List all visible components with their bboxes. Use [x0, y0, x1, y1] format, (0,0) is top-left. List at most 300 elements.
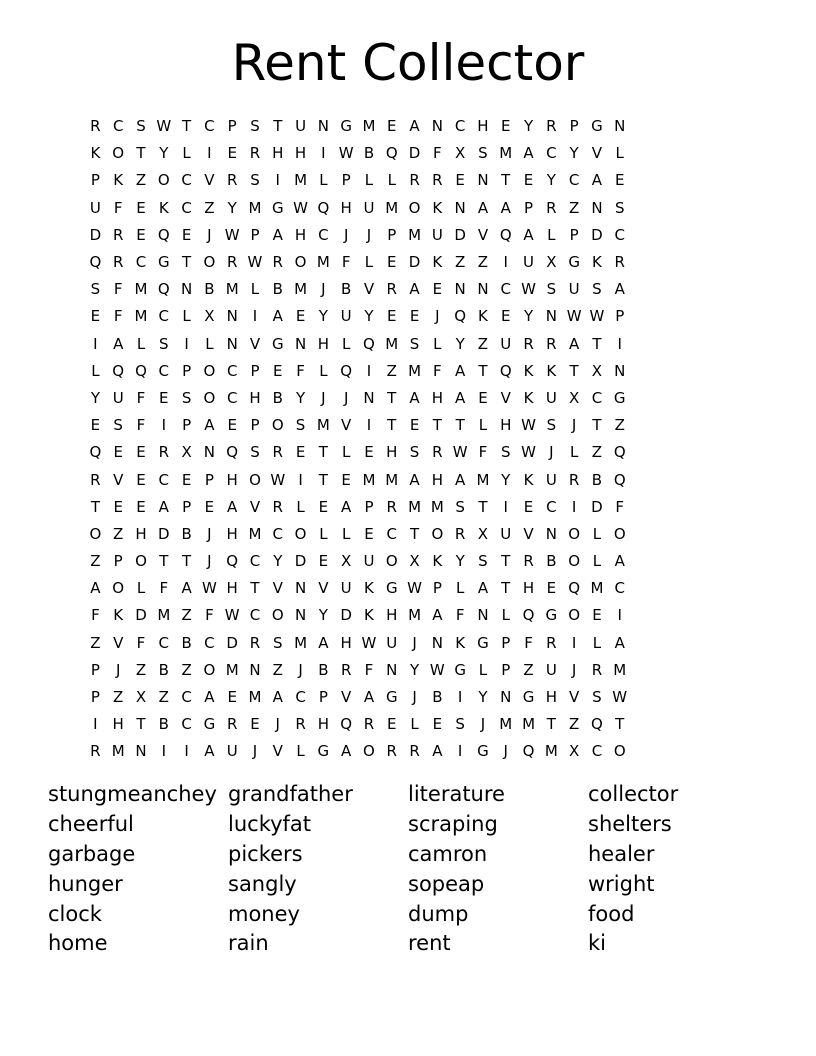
grid-letter: S: [295, 416, 306, 435]
grid-letter: R: [226, 171, 238, 190]
grid-letter: M: [248, 198, 262, 217]
grid-letter: A: [455, 361, 466, 380]
grid-letter: I: [617, 606, 622, 625]
grid-letter: X: [477, 524, 489, 543]
grid-letter: A: [409, 470, 420, 489]
grid-letter: S: [273, 633, 283, 652]
grid-letter: C: [249, 606, 261, 625]
grid-letter: M: [544, 742, 558, 761]
grid-letter: P: [341, 171, 351, 190]
grid-letter: O: [271, 606, 284, 625]
grid-letter: Z: [568, 198, 580, 217]
grid-letter: A: [455, 470, 466, 489]
grid-letter: N: [545, 524, 557, 543]
grid-letter: T: [90, 497, 100, 516]
grid-letter: C: [568, 171, 580, 190]
grid-letter: L: [296, 742, 305, 761]
grid-letter: I: [184, 742, 189, 761]
grid-letter: Q: [499, 361, 512, 380]
grid-letter: L: [501, 606, 510, 625]
grid-letter: P: [250, 416, 260, 435]
grid-letter: G: [385, 579, 398, 598]
grid-letter: M: [408, 225, 422, 244]
grid-letter: V: [249, 497, 261, 516]
grid-letter: O: [385, 552, 398, 571]
grid-letter: G: [340, 117, 352, 136]
grid-letter: N: [477, 606, 489, 625]
grid-letter: N: [454, 198, 466, 217]
grid-letter: F: [364, 660, 374, 679]
grid-letter: J: [503, 742, 508, 761]
grid-letter: Y: [227, 198, 237, 217]
grid-letter: W: [224, 606, 240, 625]
grid-letter: A: [477, 198, 489, 217]
grid-letter: T: [501, 552, 511, 571]
grid-letter: R: [546, 198, 557, 217]
grid-letter: V: [363, 280, 375, 299]
grid-letter: B: [432, 688, 443, 707]
grid-letter: E: [295, 443, 306, 462]
grid-letter: R: [90, 470, 101, 489]
grid-letter: R: [386, 280, 397, 299]
grid-letter: E: [387, 117, 397, 136]
grid-letter: L: [341, 524, 351, 543]
grid-letter: K: [113, 606, 124, 625]
grid-letter: H: [317, 715, 329, 734]
grid-letter: Q: [157, 280, 170, 299]
grid-letter: M: [316, 253, 330, 272]
word-item: wright: [588, 871, 655, 896]
grid-letter: C: [158, 633, 170, 652]
grid-letter: X: [568, 388, 580, 407]
grid-letter: Z: [568, 715, 580, 734]
grid-letter: B: [363, 144, 375, 163]
grid-letter: C: [546, 144, 557, 163]
grid-letter: X: [546, 253, 557, 272]
grid-letter: E: [592, 606, 602, 625]
grid-letter: Y: [455, 552, 465, 571]
grid-letter: N: [614, 117, 626, 136]
grid-letter: U: [340, 307, 352, 326]
grid-letter: P: [364, 497, 374, 516]
grid-letter: T: [592, 416, 602, 435]
grid-letter: T: [432, 416, 442, 435]
grid-letter: N: [431, 117, 443, 136]
grid-letter: D: [340, 606, 352, 625]
grid-letter: A: [158, 497, 169, 516]
grid-letter: H: [431, 388, 443, 407]
word-item: clock: [48, 901, 102, 926]
grid-letter: E: [204, 497, 215, 516]
grid-letter: Z: [181, 660, 192, 679]
word-item: home: [48, 931, 108, 956]
grid-letter: O: [89, 524, 102, 543]
grid-letter: Y: [455, 334, 465, 353]
grid-letter: Z: [135, 171, 147, 190]
grid-letter: F: [341, 253, 351, 272]
grid-letter: O: [568, 552, 581, 571]
grid-letter: L: [387, 171, 396, 190]
grid-letter: L: [182, 307, 191, 326]
grid-letter: M: [476, 470, 490, 489]
grid-letter: L: [478, 416, 488, 435]
grid-letter: C: [454, 117, 466, 136]
grid-letter: M: [248, 688, 262, 707]
grid-letter: C: [591, 388, 603, 407]
grid-letter: G: [477, 742, 489, 761]
grid-letter: P: [250, 225, 260, 244]
grid-letter: D: [158, 524, 170, 543]
grid-letter: M: [408, 361, 422, 380]
grid-letter: Q: [522, 742, 535, 761]
grid-letter: M: [248, 524, 262, 543]
grid-letter: X: [204, 307, 215, 326]
grid-letter: C: [158, 361, 170, 380]
grid-letter: U: [431, 225, 443, 244]
grid-letter: W: [566, 307, 582, 326]
word-item: money: [228, 901, 300, 926]
grid-letter: R: [112, 225, 124, 244]
grid-letter: N: [477, 171, 489, 190]
grid-letter: Z: [455, 253, 466, 272]
grid-letter: Y: [273, 552, 283, 571]
grid-letter: Q: [568, 579, 581, 598]
word-row: [48, 929, 808, 959]
grid-letter: F: [205, 606, 214, 625]
grid-letter: R: [272, 497, 283, 516]
grid-letter: R: [523, 552, 534, 571]
grid-letter: G: [522, 688, 535, 707]
word-item: luckyfat: [228, 812, 312, 837]
grid-letter: Z: [614, 416, 625, 435]
grid-letter: S: [250, 171, 260, 190]
grid-letter: Q: [363, 334, 375, 353]
grid-letter: T: [387, 416, 397, 435]
grid-row: [84, 222, 631, 249]
grid-letter: Y: [409, 660, 420, 679]
grid-letter: E: [136, 225, 146, 244]
grid-letter: I: [275, 171, 280, 190]
grid-row: [84, 684, 631, 711]
grid-letter: T: [182, 253, 192, 272]
grid-letter: S: [478, 552, 488, 571]
grid-letter: V: [113, 470, 124, 489]
grid-letter: Q: [613, 470, 626, 489]
grid-letter: A: [432, 606, 443, 625]
grid-letter: V: [477, 225, 489, 244]
grid-letter: C: [181, 171, 192, 190]
grid-letter: A: [523, 144, 534, 163]
grid-letter: I: [321, 144, 326, 163]
grid-row: [84, 521, 631, 548]
grid-letter: J: [275, 715, 280, 734]
grid-letter: H: [545, 688, 557, 707]
grid-letter: A: [591, 171, 603, 190]
grid-letter: F: [433, 361, 442, 380]
grid-letter: K: [455, 633, 466, 652]
grid-letter: E: [318, 552, 329, 571]
grid-letter: Z: [591, 443, 603, 462]
grid-letter: L: [205, 334, 214, 353]
grid-letter: L: [364, 253, 374, 272]
grid-letter: I: [617, 334, 622, 353]
grid-row: [84, 711, 631, 738]
grid-letter: Q: [135, 361, 147, 380]
grid-letter: C: [295, 688, 306, 707]
grid-letter: E: [546, 579, 557, 598]
grid-letter: E: [409, 416, 420, 435]
grid-letter: R: [386, 742, 397, 761]
grid-letter: Q: [89, 253, 102, 272]
word-item: collector: [588, 782, 679, 807]
grid-letter: Q: [454, 307, 467, 326]
word-item: sopeap: [408, 871, 485, 896]
word-row: [48, 810, 808, 840]
grid-row: [84, 548, 631, 575]
grid-letter: B: [272, 280, 283, 299]
word-item: garbage: [48, 841, 136, 866]
grid-letter: D: [408, 253, 421, 272]
grid-letter: M: [408, 606, 422, 625]
grid-letter: Y: [478, 688, 488, 707]
grid-letter: L: [182, 144, 191, 163]
grid-letter: E: [113, 443, 123, 462]
grid-letter: V: [272, 742, 283, 761]
grid-letter: X: [135, 688, 147, 707]
grid-letter: Y: [569, 144, 579, 163]
word-item: grandfather: [228, 782, 353, 807]
grid-letter: E: [432, 280, 443, 299]
grid-letter: K: [432, 253, 443, 272]
word-item: dump: [408, 901, 469, 926]
grid-row: [84, 195, 631, 222]
grid-letter: R: [226, 253, 238, 272]
grid-letter: W: [521, 443, 536, 462]
grid-letter: J: [207, 524, 212, 543]
grid-letter: A: [272, 225, 283, 244]
grid-letter: S: [592, 688, 602, 707]
grid-letter: L: [319, 361, 328, 380]
word-item: literature: [408, 782, 505, 807]
grid-letter: H: [135, 524, 147, 543]
grid-letter: C: [135, 253, 147, 272]
grid-letter: A: [432, 742, 443, 761]
grid-letter: A: [113, 334, 124, 353]
grid-letter: S: [250, 443, 260, 462]
grid-letter: R: [295, 715, 306, 734]
grid-letter: O: [613, 524, 626, 543]
grid-letter: B: [318, 660, 329, 679]
grid-letter: M: [294, 171, 308, 190]
word-row: [48, 840, 808, 870]
grid-letter: Z: [204, 198, 215, 217]
grid-letter: C: [591, 742, 603, 761]
grid-letter: E: [387, 307, 397, 326]
grid-letter: A: [227, 497, 238, 516]
grid-letter: L: [455, 579, 465, 598]
grid-letter: M: [522, 715, 536, 734]
grid-letter: I: [252, 307, 258, 326]
grid-letter: F: [136, 416, 146, 435]
grid-letter: O: [568, 606, 581, 625]
grid-letter: A: [409, 280, 420, 299]
grid-letter: T: [182, 552, 192, 571]
grid-letter: Q: [157, 225, 170, 244]
grid-letter: S: [546, 280, 557, 299]
grid-letter: E: [227, 144, 237, 163]
grid-letter: W: [338, 144, 354, 163]
grid-letter: B: [181, 633, 192, 652]
grid-letter: J: [435, 307, 440, 326]
grid-letter: O: [157, 171, 170, 190]
grid-letter: S: [90, 280, 101, 299]
grid-letter: K: [113, 171, 124, 190]
word-list: [48, 780, 808, 959]
grid-row: [84, 657, 631, 684]
grid-letter: L: [341, 334, 351, 353]
grid-letter: U: [226, 742, 238, 761]
grid-letter: K: [364, 606, 374, 625]
grid-letter: J: [321, 280, 326, 299]
grid-letter: H: [272, 144, 284, 163]
grid-letter: P: [204, 470, 214, 489]
grid-letter: R: [90, 742, 101, 761]
grid-letter: I: [298, 470, 303, 489]
grid-letter: Q: [317, 198, 330, 217]
grid-letter: H: [386, 606, 398, 625]
grid-letter: T: [592, 334, 602, 353]
grid-letter: O: [363, 742, 375, 761]
grid-letter: J: [321, 388, 326, 407]
grid-letter: M: [430, 497, 444, 516]
grid-letter: M: [385, 198, 399, 217]
grid-letter: M: [225, 280, 239, 299]
grid-letter: Y: [318, 606, 328, 625]
grid-letter: A: [341, 742, 352, 761]
grid-letter: X: [591, 361, 603, 380]
grid-letter: W: [521, 416, 536, 435]
grid-letter: G: [271, 198, 284, 217]
grid-letter: Z: [272, 660, 283, 679]
grid-letter: T: [569, 361, 579, 380]
grid-letter: E: [364, 443, 374, 462]
grid-letter: L: [569, 443, 579, 462]
grid-letter: B: [272, 388, 283, 407]
grid-letter: O: [203, 253, 216, 272]
grid-letter: R: [409, 742, 420, 761]
grid-letter: C: [614, 225, 625, 244]
grid-letter: P: [615, 307, 625, 326]
grid-letter: V: [569, 688, 580, 707]
grid-letter: R: [568, 470, 580, 489]
grid-letter: L: [592, 524, 602, 543]
grid-letter: F: [113, 307, 123, 326]
grid-letter: F: [91, 606, 100, 625]
grid-letter: P: [569, 225, 579, 244]
grid-letter: O: [135, 552, 147, 571]
grid-row: [84, 358, 631, 385]
grid-letter: E: [478, 388, 488, 407]
grid-letter: G: [385, 688, 398, 707]
grid-letter: P: [182, 361, 192, 380]
grid-letter: G: [271, 334, 284, 353]
grid-letter: A: [523, 225, 534, 244]
grid-letter: V: [591, 144, 603, 163]
grid-letter: F: [159, 579, 169, 598]
grid-letter: M: [613, 660, 627, 679]
grid-letter: Q: [226, 443, 239, 462]
grid-letter: J: [115, 660, 121, 679]
grid-letter: E: [341, 470, 351, 489]
grid-letter: M: [499, 715, 513, 734]
word-item: food: [588, 901, 635, 926]
grid-letter: D: [591, 225, 603, 244]
grid-letter: L: [341, 443, 351, 462]
grid-letter: S: [409, 443, 420, 462]
word-item: rent: [408, 931, 451, 956]
grid-letter: D: [454, 225, 466, 244]
grid-letter: Z: [90, 633, 101, 652]
grid-letter: N: [614, 361, 626, 380]
grid-letter: N: [500, 688, 512, 707]
grid-letter: C: [386, 524, 397, 543]
grid-letter: A: [409, 117, 420, 136]
grid-letter: M: [294, 280, 308, 299]
grid-letter: L: [136, 579, 146, 598]
grid-letter: T: [318, 470, 328, 489]
grid-letter: N: [454, 280, 466, 299]
grid-letter: U: [386, 633, 398, 652]
word-item: ki: [588, 931, 606, 956]
grid-letter: Y: [501, 470, 511, 489]
grid-letter: H: [226, 470, 238, 489]
grid-letter: H: [340, 198, 352, 217]
grid-letter: V: [272, 579, 283, 598]
grid-letter: K: [523, 470, 534, 489]
grid-letter: E: [501, 307, 511, 326]
grid-letter: H: [386, 443, 398, 462]
grid-letter: O: [203, 361, 216, 380]
grid-letter: B: [158, 660, 169, 679]
grid-letter: Z: [477, 334, 489, 353]
grid-letter: N: [249, 660, 261, 679]
grid-letter: N: [431, 633, 443, 652]
grid-letter: E: [136, 470, 146, 489]
grid-letter: Q: [340, 715, 353, 734]
grid-letter: T: [455, 416, 465, 435]
grid-letter: X: [455, 144, 466, 163]
grid-letter: G: [317, 742, 330, 761]
grid-letter: B: [158, 715, 169, 734]
grid-letter: Y: [90, 388, 100, 407]
grid-letter: J: [412, 688, 417, 707]
grid-letter: A: [363, 688, 375, 707]
grid-letter: C: [546, 497, 557, 516]
grid-letter: L: [615, 144, 624, 163]
grid-letter: A: [181, 579, 192, 598]
grid-letter: N: [180, 280, 193, 299]
grid-letter: W: [224, 225, 240, 244]
grid-letter: P: [318, 688, 328, 707]
grid-letter: Z: [113, 524, 124, 543]
grid-letter: E: [318, 497, 329, 516]
grid-letter: R: [112, 253, 124, 272]
grid-letter: H: [294, 144, 307, 163]
grid-letter: R: [158, 443, 169, 462]
grid-letter: V: [341, 416, 352, 435]
grid-letter: I: [161, 742, 166, 761]
grid-letter: L: [364, 171, 374, 190]
